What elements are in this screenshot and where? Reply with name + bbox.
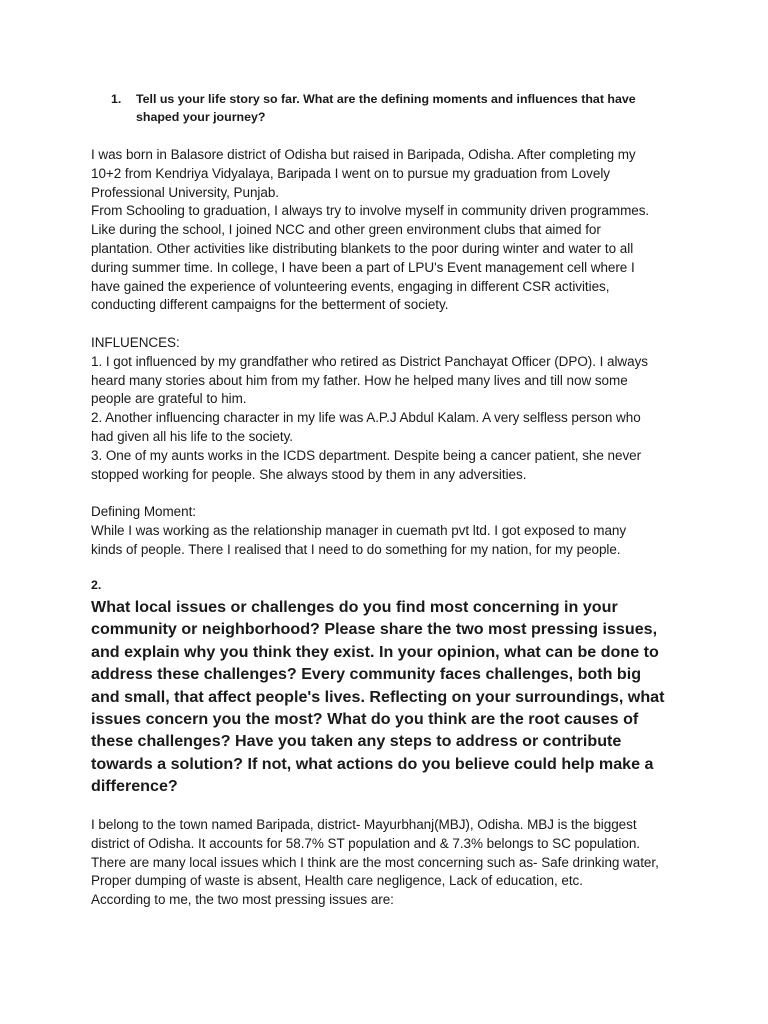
- text-line: 2. Another influencing character in my life was A.P.J Abdul Kalam. A very selfless person who: [91, 410, 641, 426]
- text-line: and small, that affect people's lives. Reflecting on your surroundings, what: [91, 687, 665, 706]
- text-line: There are many local issues which I think are the most concerning such as- Safe drinking water,: [91, 854, 659, 870]
- text-line: I belong to the town named Baripada, district- Mayurbhanj(MBJ), Odisha. MBJ is the biggest: [91, 817, 637, 832]
- text-line: stopped working for people. She always stood by them in any adversities.: [91, 466, 527, 482]
- influences-heading: INFLUENCES:: [91, 335, 180, 350]
- text-line: Proper dumping of waste is absent, Health care negligence, Lack of education, etc.: [91, 873, 583, 889]
- text-line: From Schooling to graduation, I always try to involve myself in community driven programmes.: [91, 203, 650, 219]
- text-line: Like during the school, I joined NCC and other green environment clubs that aimed for: [91, 222, 601, 238]
- text-line: difference?: [91, 777, 178, 796]
- question-1-number: 1.: [111, 92, 122, 106]
- question-2-text: [91, 596, 681, 798]
- text-line: 3. One of my aunts works in the ICDS department. Despite being a cancer patient, she never: [91, 447, 642, 463]
- text-line: during summer time. In college, I have been a part of LPU's Event management cell where I: [91, 259, 635, 275]
- text-line: What local issues or challenges do you find most concerning in your: [91, 598, 618, 616]
- text-line: heard many stories about him from my father. How he helped many lives and till now some: [91, 372, 628, 388]
- text-line: issues concern you the most? What do you think are the root causes of: [91, 710, 639, 729]
- question-1-text: Tell us your life story so far. What are the defining moments and influences that have shaped your journey?: [136, 92, 636, 124]
- question-1: [111, 91, 671, 126]
- text-line: community or neighborhood? Please share the two most pressing issues,: [91, 620, 658, 639]
- text-line: conducting different campaigns for the betterment of society.: [91, 297, 449, 313]
- answer-2-paragraph: [91, 816, 691, 910]
- text-line: and explain why you think they exist. In your opinion, what can be done to: [91, 642, 659, 661]
- life-story-paragraph: [91, 146, 691, 315]
- text-line: According to me, the two most pressing issues are:: [91, 892, 394, 908]
- text-line: had given all his life to the society.: [91, 428, 293, 444]
- text-line: While I was working as the relationship manager in cuemath pvt ltd. I got exposed to many: [91, 522, 627, 538]
- question-2-number: 2.: [91, 578, 102, 592]
- influences-section: [91, 334, 691, 484]
- text-line: towards a solution? If not, what actions do you believe could help make a: [91, 754, 654, 773]
- text-line: 1. I got influenced by my grandfather who retired as District Panchayat Officer (DPO). I always: [91, 353, 648, 369]
- text-line: kinds of people. There I realised that I need to do something for my nation, for my people.: [91, 541, 621, 557]
- text-line: people are grateful to him.: [91, 391, 247, 407]
- defining-moment-heading: Defining Moment:: [91, 504, 196, 519]
- text-line: address these challenges? Every community faces challenges, both big: [91, 665, 642, 684]
- text-line: district of Odisha. It accounts for 58.7% ST population and & 7.3% belongs to SC population.: [91, 835, 640, 851]
- text-line: these challenges? Have you taken any steps to address or contribute: [91, 732, 622, 751]
- defining-moment-section: [91, 503, 691, 559]
- text-line: have gained the experience of volunteering events, engaging in different CSR activities,: [91, 278, 610, 294]
- text-line: Professional University, Punjab.: [91, 184, 279, 200]
- text-line: plantation. Other activities like distributing blankets to the poor during winter and water to all: [91, 240, 634, 256]
- text-line: I was born in Balasore district of Odisha but raised in Baripada, Odisha. After completing my: [91, 147, 636, 162]
- text-line: 10+2 from Kendriya Vidyalaya, Baripada I went on to pursue my graduation from Lovely: [91, 165, 610, 181]
